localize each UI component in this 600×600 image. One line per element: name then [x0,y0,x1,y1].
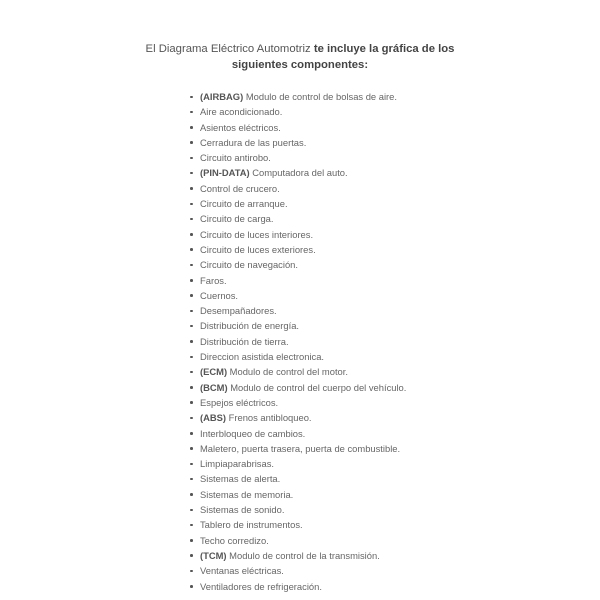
list-item [190,89,406,104]
item-text: Maletero, puerta trasera, puerta de combustible. [200,442,401,454]
item-text: Circuito de arranque. [200,198,288,210]
list-item [190,380,406,395]
item-code: (ABS) [200,412,227,424]
list-item [190,563,406,578]
item-text: Cerradura de las puertas. [200,136,307,148]
item-text: Desempañadores. [200,305,277,317]
item-text: Espejos eléctricos. [200,396,279,408]
item-text: Aire acondicionado. [200,106,283,118]
list-item [190,273,406,288]
list-item [190,257,406,272]
item-text: Limpiaparabrisas. [200,458,274,470]
item-text: Tablero de instrumentos. [200,519,303,531]
item-code: (ECM) [200,366,228,378]
item-text: Sistemas de alerta. [200,473,281,485]
list-item [190,471,406,486]
list-item [190,410,406,425]
list-item [190,548,406,563]
list-item [190,211,406,226]
page-heading [120,41,480,73]
list-item [190,349,406,364]
item-text: Direccion asistida electronica. [200,351,325,363]
list-item [190,135,406,150]
item-code: (TCM) [200,549,227,561]
item-text: Ventiladores de refrigeración. [200,580,322,592]
list-item [190,104,406,119]
list-item [190,303,406,318]
list-item [190,120,406,135]
item-text: Circuito de luces interiores. [200,228,314,240]
list-item [190,181,406,196]
heading-normal: El Diagrama Eléctrico Automotriz [145,43,314,55]
item-text: Computadora del auto. [249,167,348,179]
list-item [190,196,406,211]
item-code: (PIN-DATA) [200,167,250,179]
list-item [190,426,406,441]
item-text: Faros. [200,274,227,286]
item-text: Cuernos. [200,289,239,301]
list-item [190,165,406,180]
item-text: Circuito de navegación. [200,259,298,271]
item-text: Sistemas de sonido. [200,504,285,516]
list-item [190,227,406,242]
item-text: Modulo de control de bolsas de aire. [243,91,397,102]
list-item [190,533,406,548]
item-text: Circuito antirobo. [200,152,271,164]
item-text: Circuito de carga. [200,213,274,225]
list-item [190,334,406,349]
item-text: Techo corredizo. [200,534,269,546]
list-item [190,441,406,456]
list-item [190,150,406,165]
item-text: Distribución de tierra. [200,335,289,347]
list-item [190,242,406,257]
list-item [190,502,406,517]
item-text: Ventanas eléctricas. [200,565,284,577]
list-item [190,517,406,532]
item-code: (BCM) [200,381,228,393]
item-text: Control de crucero. [200,182,280,194]
list-item [190,456,406,471]
item-text: Distribución de energía. [200,320,300,332]
list-item [190,395,406,410]
item-text: Interbloqueo de cambios. [200,427,306,439]
item-text: Circuito de luces exteriores. [200,243,316,255]
item-text: Sistemas de memoria. [200,488,294,500]
item-text: Modulo de control de la transmisión. [226,549,380,561]
list-item [190,288,406,303]
item-text: Modulo de control del cuerpo del vehículo. [227,381,407,393]
heading-bold: te incluye la gráfica de los siguientes componentes: [231,43,455,71]
list-item [190,364,406,379]
list-item [190,318,406,333]
item-code: (AIRBAG) [200,91,244,102]
list-item [190,487,406,502]
list-item [190,579,406,594]
item-text: Frenos antibloqueo. [226,412,312,424]
item-text: Modulo de control del motor. [227,366,348,378]
component-list [190,89,406,594]
item-text: Asientos eléctricos. [200,121,281,133]
